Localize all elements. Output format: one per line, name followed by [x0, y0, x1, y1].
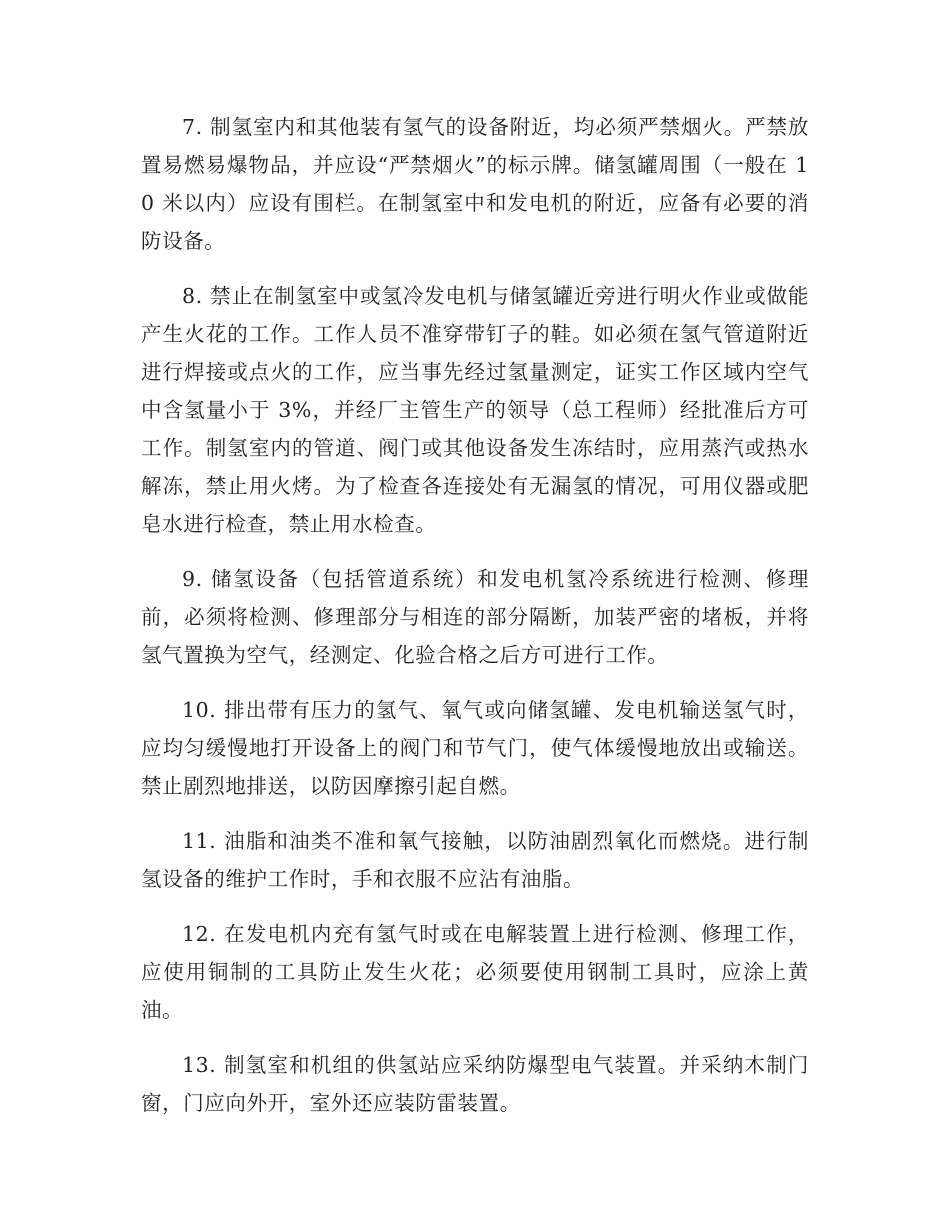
- paragraph-item-10: 10. 排出带有压力的氢气、氧气或向储氢罐、发电机输送氢气时，应均匀缓慢地打开设备上的阀门和节气门，使气体缓慢地放出或输送。禁止剧烈地排送，以防因摩擦引起自燃。: [141, 698, 809, 798]
- document-body: [141, 108, 809, 1139]
- paragraph-item-9: 9. 储氢设备（包括管道系统）和发电机氢冷系统进行检测、修理前，必须将检测、修理部分与相连的部分隔断，加装严密的堵板，并将氢气置换为空气，经测定、化验合格之后方可进行工作。: [141, 567, 809, 667]
- paragraph-item-12: 12. 在发电机内充有氢气时或在电解装置上进行检测、修理工作，应使用铜制的工具防止发生火花；必须要使用钢制工具时，应涂上黄油。: [141, 922, 809, 1022]
- paragraph-item-7: 7. 制氢室内和其他装有氢气的设备附近，均必须严禁烟火。严禁放置易燃易爆物品，并应设“严禁烟火”的标示牌。储氢罐周围（一般在 10 米以内）应设有围栏。在制氢室中和发电机的附近，应备有必要的消防设备。: [141, 115, 809, 253]
- paragraph-item-8: 8. 禁止在制氢室中或氢冷发电机与储氢罐近旁进行明火作业或做能产生火花的工作。工作人员不准穿带钉子的鞋。如必须在氢气管道附近进行焊接或点火的工作，应当事先经过氢量测定，证实工作区域内空气中含氢量小于 3%，并经厂主管生产的领导（总工程师）经批准后方可工作。制氢室内的管道、阀门或其他设备发生冻结时，应用蒸汽或热水解冻，禁止用火烤。为了检查各连接处有无漏氢的情况，可用仪器或肥皂水进行检查，禁止用水检查。: [141, 284, 809, 536]
- paragraph-item-11: 11. 油脂和油类不准和氧气接触，以防油剧烈氧化而燃烧。进行制氢设备的维护工作时，手和衣服不应沾有油脂。: [141, 829, 809, 891]
- paragraph-item-13: 13. 制氢室和机组的供氢站应采纳防爆型电气装置。并采纳木制门窗，门应向外开，室外还应装防雷装置。: [141, 1053, 809, 1115]
